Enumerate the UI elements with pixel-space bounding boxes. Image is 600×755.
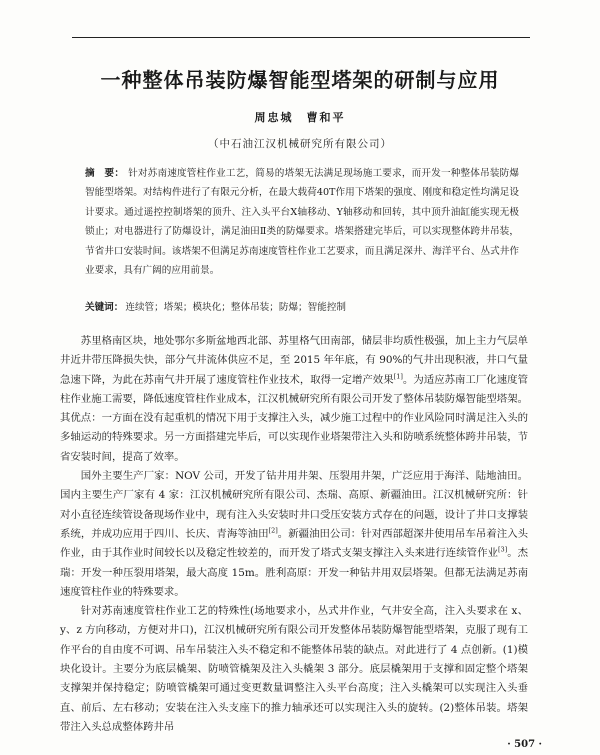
paragraph-1-part-b: 。为适应苏南工厂化速度管柱作业施工需要，降低速度管柱作业成本，江汉机械研究所有限公司开发了整体吊装防爆智能型塔架。其优点：一方面在没有起重机的情况下用于支撑注入头，减少施工过程中的作业风险同时满足注入头的多轴运动的特殊要求。另一方面搭建完毕后，可以实现作业塔架带注入头和防喷系统整体跨井吊装，节省安装时间，提高了效率。: [60, 373, 528, 463]
paper-title: 一种整体吊装防爆智能型塔架的研制与应用: [100, 68, 500, 92]
paragraph-2-part-c: 。杰瑞：开发一种压裂用塔架，最大高度 15m。胜利高原：开发一种钻井用双层塔架。但都无法满足苏南速度管柱作业的特殊要求。: [60, 547, 529, 598]
body-paragraph-3: 针对苏南速度管柱作业工艺的特殊性(场地要求小，丛式井作业，气井安全高，注入头要求在 x、y、z 方向移动，方便对井口)，江汉机械研究所有限公司开发整体吊装防爆智能型塔架，克服了现有工作平台的自由度不可调、吊车吊装注入头不稳定和不能整体吊装的缺点。对此进行了 4 点创新。(1)模块化设计。主要分为底层橇架、防喷管橇架及注入头橇架 3 部分。底层橇架用于支撑和固定整个塔架支撑架并保持稳定；防喷管橇架可通过变更数量调整注入头平台高度；注入头橇架可以实现注入头垂直、前后、左右移动；安装在注入头支座下的推力轴承还可以实现注入头的旋转。(2)整体吊装。塔架带注入头总成整体跨井吊: [60, 605, 528, 733]
paragraph-1-part-a: 苏里格南区块，地处鄂尔多斯盆地西北部、苏里格气田南部，储层非均质性极强，加上主力气层单井近井带压降损失快，部分气井流体供应不足，至 2015 年年底，有 90%的气井出现积液，井口气量急速下降，为此在苏南气井开展了速度管柱作业技术，取得一定增产效果: [60, 335, 528, 386]
paragraph-2-part-a: 国外主要生产厂家：NOV 公司，开发了钻井用井架、压裂用井架，广泛应用于海洋、陆地油田。国内主要生产厂家有 4 家：江汉机械研究所有限公司、杰瑞、高原、新疆油田。江汉机械研究所：针对小直径连续管设备现场作业中，现有注入头安装时井口受压安装方式存在的问题，设计了井口支撑装系统，并成功应用于四川、长庆、青海等油田: [60, 470, 528, 540]
body-paragraph-2: [60, 467, 528, 602]
citation-2: [2]: [268, 526, 278, 535]
citation-3: [3]: [497, 545, 508, 554]
paper-authors: 周忠城 曹和平: [254, 111, 346, 124]
keywords-label: 关键词：: [85, 302, 124, 313]
abstract-text: 针对苏南速度管柱作业工艺，简易的塔架无法满足现场施工要求，而开发一种整体吊装防爆智能型塔架。对结构件进行了有限元分析，在最大载荷40T作用下塔架的强度、刚度和稳定性均满足设计要求。通过遥控控制塔架的顶升、注入头平台X轴移动、Y轴移动和回转，其中顶升油缸能实现无极锁止；对电器进行了防爆设计，满足油田Ⅱ类的防爆要求。塔架搭建完毕后，可以实现整体跨井吊装，节省井口安装时间。该塔架不但满足苏南速度管柱作业工艺要求，而且满足深井、海洋平台、丛式井作业要求，具有广阔的应用前景。: [85, 168, 520, 277]
abstract: [85, 164, 519, 280]
paragraph-2-part-b: 。新疆油田公司：针对西部超深井使用吊车吊着注入头作业，由于其作业时间较长以及稳定性较差的，而开发了塔式支架支撑注入头来进行连续管作业: [60, 527, 529, 560]
body-paragraph-1: [60, 332, 528, 467]
header-rule: [72, 37, 530, 38]
body-text: [60, 332, 528, 737]
page-number: · 507 ·: [507, 739, 542, 750]
keywords: [85, 298, 519, 317]
citation-1: [1]: [393, 372, 403, 381]
paper-affiliation: （中石油江汉机械研究所有限公司）: [208, 138, 392, 150]
abstract-label: 摘 要：: [85, 168, 125, 179]
keywords-text: 连续管；塔架；模块化；整体吊装；防爆；智能控制: [125, 302, 347, 313]
